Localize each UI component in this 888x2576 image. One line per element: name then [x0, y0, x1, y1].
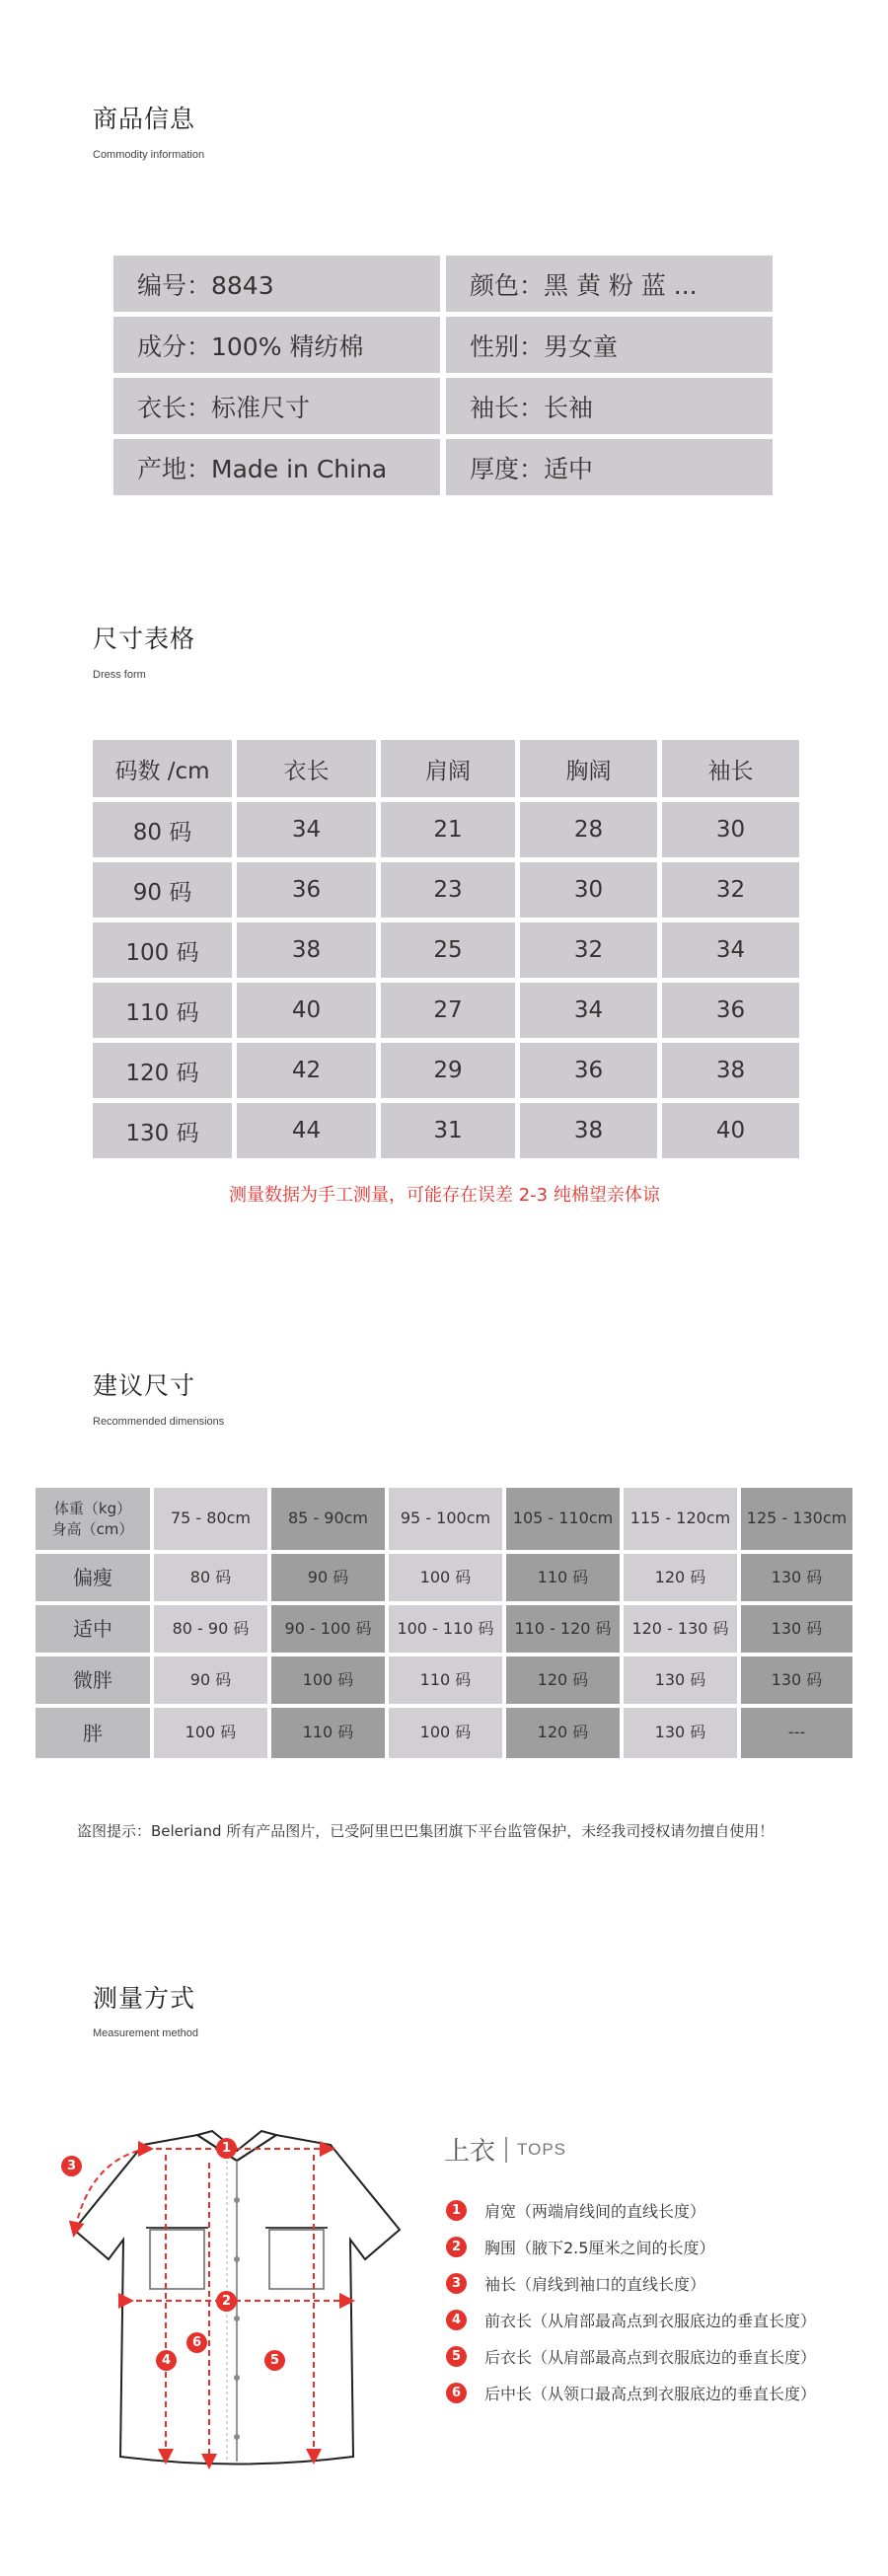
height-header: 85 - 90cm: [271, 1488, 385, 1550]
legend-item: [446, 2272, 705, 2295]
commodity-subtitle: Commodity information: [93, 149, 205, 161]
legend-text: 肩宽（两端肩线间的直线长度）: [484, 2202, 706, 2221]
recommended-cell: 80 码: [154, 1554, 267, 1601]
weight-label: 体重（kg）: [53, 1499, 132, 1517]
legend-item: [446, 2199, 705, 2222]
recommended-cell: 90 - 100 码: [271, 1605, 385, 1653]
legend-item: [446, 2236, 714, 2258]
build-label: 胖: [36, 1708, 150, 1758]
legend-text: 后中长（从领口最高点到衣服底边的垂直长度）: [484, 2385, 817, 2403]
size-table-cell: 40: [662, 1103, 799, 1158]
recommended-cell: 130 码: [741, 1656, 852, 1704]
info-cell: 编号：8843: [113, 256, 440, 312]
size-table-cell: 130 码: [93, 1103, 232, 1158]
recommended-cell: 110 码: [506, 1554, 620, 1601]
info-cell: 成分：100% 精纺棉: [113, 317, 440, 373]
recommended-cell: 130 码: [624, 1708, 737, 1758]
height-header: 105 - 110cm: [506, 1488, 620, 1550]
diagram-badge-1: 1: [216, 2138, 237, 2159]
height-label: 身高（cm）: [51, 1519, 134, 1538]
recommended-cell: 110 - 120 码: [506, 1605, 620, 1653]
recommended-cell: 130 码: [624, 1656, 737, 1704]
legend-badge: 5: [446, 2346, 467, 2367]
size-table-cell: 110 码: [93, 983, 232, 1038]
build-label: 微胖: [36, 1656, 150, 1704]
size-table-cell: 34: [237, 802, 376, 857]
size-table-cell: 32: [662, 862, 799, 918]
size-table-cell: 100 码: [93, 922, 232, 978]
height-header: 75 - 80cm: [154, 1488, 267, 1550]
height-header: 115 - 120cm: [624, 1488, 737, 1550]
legend-badge: 3: [446, 2273, 467, 2294]
recommended-cell: 110 码: [389, 1656, 502, 1704]
info-cell: 袖长：长袖: [446, 378, 773, 434]
diagram-badge-6: 6: [186, 2332, 207, 2353]
recommended-subtitle: Recommended dimensions: [93, 1416, 225, 1428]
commodity-title: 商品信息: [93, 105, 196, 133]
size-table-cell: 36: [237, 862, 376, 918]
tops-title-en: TOPS: [517, 2139, 566, 2159]
build-label: 适中: [36, 1605, 150, 1653]
measurement-title: 测量方式: [93, 1984, 196, 2013]
legend-text: 袖长（肩线到袖口的直线长度）: [484, 2275, 706, 2294]
recommended-corner: [36, 1488, 150, 1550]
dress-form-title: 尺寸表格: [93, 625, 196, 653]
size-table-cell: 25: [381, 922, 515, 978]
size-table-cell: 21: [381, 802, 515, 857]
size-table-cell: 28: [520, 802, 657, 857]
size-table-cell: 31: [381, 1103, 515, 1158]
recommended-cell: 110 码: [271, 1708, 385, 1758]
tops-title-cn: 上衣: [444, 2137, 496, 2167]
size-table-cell: 32: [520, 922, 657, 978]
recommended-cell: 120 码: [506, 1656, 620, 1704]
diagram-badge-5: 5: [264, 2350, 285, 2371]
recommended-cell: 100 码: [271, 1656, 385, 1704]
legend-item: [446, 2345, 816, 2368]
dress-form-subtitle: Dress form: [93, 669, 146, 681]
size-table-cell: 36: [520, 1043, 657, 1098]
recommended-cell: 100 - 110 码: [389, 1605, 502, 1653]
measurement-subtitle: Measurement method: [93, 2027, 198, 2039]
recommended-cell: 90 码: [154, 1656, 267, 1704]
recommended-title: 建议尺寸: [93, 1371, 196, 1400]
height-header: 125 - 130cm: [741, 1488, 852, 1550]
size-table-cell: 34: [520, 983, 657, 1038]
size-table-cell: 23: [381, 862, 515, 918]
size-table-header: 码数 /cm: [93, 740, 232, 797]
recommended-cell: ---: [741, 1708, 852, 1758]
recommended-cell: 120 - 130 码: [624, 1605, 737, 1653]
info-cell: 颜色：黑 黄 粉 蓝 ...: [446, 256, 773, 312]
size-table-header: 衣长: [237, 740, 376, 797]
recommended-cell: 100 码: [389, 1708, 502, 1758]
diagram-badge-2: 2: [216, 2291, 237, 2312]
info-cell: 厚度：适中: [446, 439, 773, 495]
size-table-cell: 44: [237, 1103, 376, 1158]
legend-text: 后衣长（从肩部最高点到衣服底边的垂直长度）: [484, 2348, 817, 2367]
recommended-cell: 100 码: [154, 1708, 267, 1758]
size-table-cell: 90 码: [93, 862, 232, 918]
tops-divider: [505, 2137, 507, 2163]
size-table-cell: 36: [662, 983, 799, 1038]
legend-badge: 4: [446, 2310, 467, 2330]
build-label: 偏瘦: [36, 1554, 150, 1601]
diagram-badge-3: 3: [61, 2156, 82, 2176]
info-cell: 性别：男女童: [446, 317, 773, 373]
height-header: 95 - 100cm: [389, 1488, 502, 1550]
legend-text: 胸围（腋下2.5厘米之间的长度）: [484, 2239, 715, 2257]
size-table-cell: 80 码: [93, 802, 232, 857]
size-table-cell: 30: [662, 802, 799, 857]
size-table-cell: 27: [381, 983, 515, 1038]
size-table-header: 袖长: [662, 740, 799, 797]
recommended-cell: 120 码: [624, 1554, 737, 1601]
size-table-header: 胸阔: [520, 740, 657, 797]
recommended-cell: 80 - 90 码: [154, 1605, 267, 1653]
legend-badge: 6: [446, 2383, 467, 2403]
size-table-cell: 34: [662, 922, 799, 978]
recommended-cell: 100 码: [389, 1554, 502, 1601]
size-table-cell: 29: [381, 1043, 515, 1098]
recommended-cell: 130 码: [741, 1605, 852, 1653]
size-table-cell: 120 码: [93, 1043, 232, 1098]
copyright-warning: 盗图提示：Beleriand 所有产品图片，已受阿里巴巴集团旗下平台监管保护，未经我司授权请勿擅自使用！: [77, 1822, 775, 1840]
diagram-badge-4: 4: [156, 2350, 177, 2371]
legend-badge: 2: [446, 2237, 467, 2257]
legend-item: [446, 2309, 816, 2331]
legend-item: [446, 2382, 816, 2404]
recommended-cell: 120 码: [506, 1708, 620, 1758]
size-table-cell: 38: [237, 922, 376, 978]
size-table-cell: 38: [520, 1103, 657, 1158]
size-table-cell: 30: [520, 862, 657, 918]
info-cell: 衣长：标准尺寸: [113, 378, 440, 434]
legend-badge: 1: [446, 2200, 467, 2221]
size-table-cell: 42: [237, 1043, 376, 1098]
measurement-note: 测量数据为手工测量，可能存在误差 2-3 纯棉望亲体谅: [229, 1185, 660, 1206]
size-table-cell: 40: [237, 983, 376, 1038]
recommended-cell: 90 码: [271, 1554, 385, 1601]
legend-text: 前衣长（从肩部最高点到衣服底边的垂直长度）: [484, 2312, 817, 2330]
recommended-cell: 130 码: [741, 1554, 852, 1601]
size-table-cell: 38: [662, 1043, 799, 1098]
info-cell: 产地：Made in China: [113, 439, 440, 495]
size-table-header: 肩阔: [381, 740, 515, 797]
tops-header: [444, 2131, 566, 2168]
